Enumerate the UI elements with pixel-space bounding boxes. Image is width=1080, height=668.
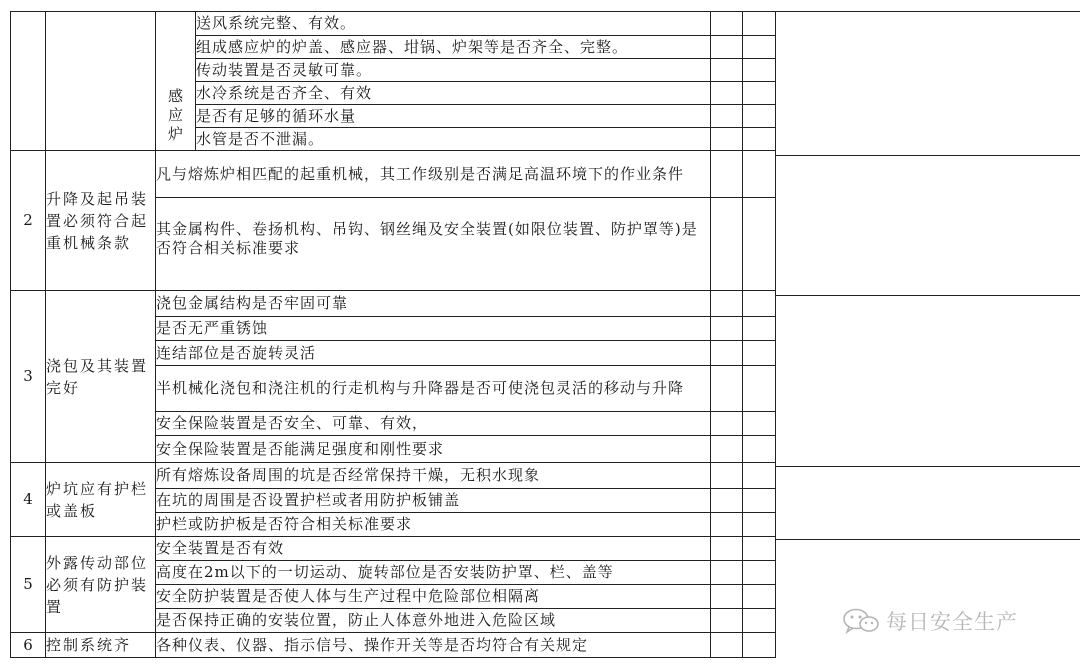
check-item: 半机械化浇包和浇注机的行走机构与升降器是否可使浇包灵活的移动与升降	[156, 366, 711, 412]
table-row	[11, 537, 776, 561]
result-cell	[711, 341, 743, 366]
side-rule	[775, 295, 1080, 296]
section-item: 炉坑应有护栏或盖板	[46, 463, 156, 537]
check-item: 连结部位是否旋转灵活	[156, 341, 711, 366]
remark-cell	[743, 463, 776, 489]
result-cell	[711, 561, 743, 585]
check-item: 传动装置是否灵敏可靠。	[196, 59, 711, 82]
check-item: 是否保持正确的安装位置，防止人体意外地进入危险区域	[156, 609, 711, 633]
check-item: 护栏或防护板是否符合相关标准要求	[156, 513, 711, 537]
result-cell	[711, 366, 743, 412]
result-cell	[711, 59, 743, 82]
section-number	[11, 12, 46, 151]
remark-cell	[743, 366, 776, 412]
result-cell	[711, 82, 743, 105]
table-row	[11, 291, 776, 317]
remark-cell	[743, 412, 776, 436]
section-item	[46, 12, 156, 151]
watermark-text: 每日安全生产	[886, 610, 1018, 634]
remark-cell	[743, 537, 776, 561]
check-item: 组成感应炉的炉盖、感应器、坩锅、炉架等是否齐全、完整。	[196, 36, 711, 59]
section-number: 6	[11, 633, 46, 658]
result-cell	[711, 36, 743, 59]
section-number: 4	[11, 463, 46, 537]
result-cell	[711, 151, 743, 198]
check-item: 水管是否不泄漏。	[196, 128, 711, 151]
section-number: 5	[11, 537, 46, 633]
check-item: 凡与熔炼炉相匹配的起重机械，其工作级别是否满足高温环境下的作业条件	[156, 151, 711, 198]
check-item: 浇包金属结构是否牢固可靠	[156, 291, 711, 317]
check-item: 安全防护装置是否使人体与生产过程中危险部位相隔离	[156, 585, 711, 609]
result-cell	[711, 609, 743, 633]
result-cell	[711, 12, 743, 36]
section-item: 浇包及其装置完好	[46, 291, 156, 463]
remark-cell	[743, 198, 776, 291]
section-item: 升降及起吊装置必须符合起重机械条款	[46, 151, 156, 291]
result-cell	[711, 585, 743, 609]
check-item: 所有熔炼设备周围的坑是否经常保持干燥，无积水现象	[156, 463, 711, 489]
result-cell	[711, 412, 743, 436]
check-item: 送风系统完整、有效。	[196, 12, 711, 36]
table-row	[11, 12, 776, 36]
remark-cell	[743, 633, 776, 658]
table-row	[11, 633, 776, 658]
wechat-watermark	[842, 606, 1052, 636]
check-item: 安全装置是否有效	[156, 537, 711, 561]
side-rule	[775, 539, 1080, 540]
remark-cell	[743, 585, 776, 609]
result-cell	[711, 436, 743, 463]
remark-cell	[743, 105, 776, 128]
section-number: 2	[11, 151, 46, 291]
remark-cell	[743, 12, 776, 36]
result-cell	[711, 128, 743, 151]
result-cell	[711, 463, 743, 489]
side-rule	[775, 155, 1080, 156]
section-number: 3	[11, 291, 46, 463]
check-item: 安全保险装置是否能满足强度和刚性要求	[156, 436, 711, 463]
remark-cell	[743, 436, 776, 463]
result-cell	[711, 489, 743, 513]
inspection-checklist-table	[10, 11, 776, 658]
remark-cell	[743, 561, 776, 585]
result-cell	[711, 317, 743, 341]
side-rule	[775, 466, 1080, 467]
remark-cell	[743, 36, 776, 59]
check-item: 水冷系统是否齐全、有效	[196, 82, 711, 105]
result-cell	[711, 537, 743, 561]
wechat-icon	[842, 608, 880, 634]
check-item: 安全保险装置是否安全、可靠、有效，	[156, 412, 711, 436]
result-cell	[711, 198, 743, 291]
result-cell	[711, 291, 743, 317]
remark-cell	[743, 291, 776, 317]
subsection-label	[156, 12, 196, 151]
remark-cell	[743, 513, 776, 537]
result-cell	[711, 105, 743, 128]
check-item: 各种仪表、仪器、指示信号、操作开关等是否均符合有关规定	[156, 633, 711, 658]
section-item: 控制系统齐	[46, 633, 156, 658]
table-row	[11, 463, 776, 489]
remark-cell	[743, 151, 776, 198]
remark-cell	[743, 317, 776, 341]
side-rule	[775, 11, 1080, 12]
check-item: 高度在2m以下的一切运动、旋转部位是否安装防护罩、栏、盖等	[156, 561, 711, 585]
check-item: 是否有足够的循环水量	[196, 105, 711, 128]
remark-cell	[743, 341, 776, 366]
remark-cell	[743, 489, 776, 513]
remark-cell	[743, 82, 776, 105]
check-item: 其金属构件、卷扬机构、吊钩、钢丝绳及安全装置(如限位装置、防护罩等)是否符合相关标准要求	[156, 198, 711, 291]
section-item: 外露传动部位必须有防护装置	[46, 537, 156, 633]
table-row	[11, 151, 776, 198]
result-cell	[711, 513, 743, 537]
check-item: 是否无严重锈蚀	[156, 317, 711, 341]
check-item: 在坑的周围是否设置护栏或者用防护板铺盖	[156, 489, 711, 513]
remark-cell	[743, 59, 776, 82]
result-cell	[711, 633, 743, 658]
subsection-label-text: 感应炉	[168, 87, 184, 143]
remark-cell	[743, 609, 776, 633]
remark-cell	[743, 128, 776, 151]
